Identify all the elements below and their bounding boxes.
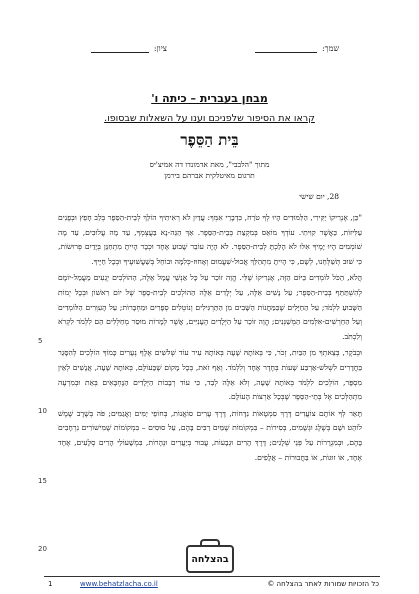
exam-instructions: קראו את הסיפור שלפניכם וענו על השאלות שבסופו. [104, 113, 315, 124]
story-body [58, 211, 362, 467]
story-paragraph: תָּאֵר לְךָ אוֹתָם צוֹעֲדִים דֶּרֶךְ סִמְטָאוֹת נִדָּחוֹת, דֶּרֶךְ עָרִים סוֹאֲנוֹת, בְּחוֹפֵי יַמִּים וַאֲגַמִּים; פֹּה בְּשֶׁרֶב שֶׁמֶשׁ לוֹהֵט וּשָׁם בְּשֶׁלֶג וּגְשָׁמִים, בְּסִירוֹת – בִּמְקוֹמוֹת שֶׁמַּיִם רַבִּים בָּהֶם, עַל סוּסִים – בִּמְקוֹמוֹת שֶׁמִּישׁוֹרִים נִרְחָבִים בָּהֶם, וּבְמִגְרָרוֹת עַל פְּנֵי שְׁלָגִים; דֶּרֶךְ הָרִים וּגְבָעוֹת, עֲבוּר בְּיַעֲרִים וּנְהָרוֹת, בִּמְשָׁעוֹלֵי הָרִים סְלָעִים, אֶחָד אֶחָד, אוֹ זוּגוֹת, אוֹ בַּחֲבוּרוֹת – אֲלָפִים. [58, 408, 362, 462]
story-title: בֵּית הַסֵּפֶר [180, 131, 239, 149]
footer-divider [44, 576, 380, 577]
story-translator-credit: תרגום מאיטלקית אברהם בירמן [164, 171, 255, 180]
line-number: 5 [38, 337, 43, 345]
logo-text: בהצלחה [186, 545, 234, 573]
name-blank[interactable] [255, 44, 317, 53]
grade-blank[interactable] [91, 44, 149, 53]
footer-copyright: כל הזכויות שמורות לאתר בהצלחה © [267, 580, 379, 588]
line-number: 10 [38, 407, 47, 415]
page-number: 1 [48, 580, 53, 588]
story-paragraph: "כֵּן, אֶנְרִיקוֹ יַקִּירִי, הַלִּמּוּדִים הָיוּ לְךָ טֹרַח, כִּדְבָרֵי אִמְּךָ: עֲדַיִן לֹא רְאִיתִיךָ הוֹלֵךְ לְבֵית-הַסֵּפֶר בְּלֵב חָפֵץ וּבְפָנִים עַלִּיזוֹת, כַּאֲשֶׁר קִוִּיתִי. עוֹדְךָ מוֹאֵס בְּמִקְצַת בְּבֵית-הַסֵּפֶר. אַךְ הַגֵּה-נָא בַּעֲצְמְךָ, עַד מָה עֲלוּבִים, עַד מָה שׁוֹמְמִים הָיוּ יָמֶיךָ אִלּוּ לֹא הָלַכְתָּ לְבֵית-הַסֵּפֶר. לֹא הָיָה עוֹבֵר שָׁבוּעַ אֶחָד וּכְבָר הָיִיתָ מִתְחַנֵּן בְּיָדַיִם פְּרוּשׂוֹת, כִּי שׁוּב תְּשַׁלְּחֵנוּ, לְשָׁם, כִּי הָיִיתָ מִתְהַלֵּךְ אֲכוּל-שִׁעֲמוּם וְאָחוּז-כְּלִמָּה וּבוֹחֵל בְּשַׁעֲשׁוּעֶיךָ וּבְכָל חַיֶּיךָ. [58, 213, 362, 266]
story-dateline: 28, יום שישי [299, 192, 339, 201]
story-paragraph: הֲלֹא, הַכֹּל לוֹמְדִים כַּיּוֹם הַזֶּה, אֶנְרִיקוֹ שֶׁלִּי. הֱוֵה זוֹכֵר עַל כָּל אַנְשֵׁי עֲמָל אֵלֶּה, הַהוֹלְכִים יְגֵעִים מֵעֲמַל-יוֹמָם לְהִשְׁתַּתֵּף בְּבֵית-הַסֵּפֶר; עַל נָשִׁים אֵלֶּה, עַל יְלָדִים אֵלֶּה הַהוֹלְכִים לְבֵית-סֵפֶר שֶׁל יוֹם רִאשׁוֹן וּבְכָל יְמוֹת הַשָּׁבוּעַ לִלְמֹד; עַל הַחַיָּלִים שֶׁבַּמַּחֲנוֹת הַשָּׁבִים מִן הַתַּרְגִּילִים וְנוֹטְלִים סְפָרִים וּמַחְבָּרוֹת; עַל הָעִוְרִים הַלּוֹמְדִים וְעַל הַחֵרְשִׁים-אִלְּמִים הַמְּשַׁנְּנִים; הֱוֵה זוֹכֵר עַל הַיְּלָדִים הֶעָנִיִּים, אֲשֶׁר לְמָרוֹת מוּסַר מְחַלְּלִים הֵם לִלְמֹד לִקְרֹא וְלִכְתֹּב. [58, 273, 362, 341]
story-paragraph: וּבְבֹקֶר, בְּצֵאתְךָ מִן הַבַּיִת, זְכֹר, כִּי בְּאוֹתָהּ שָׁעָה בְּאוֹתָהּ עִיר עוֹד שְׁלשִׁים אֶלֶף נְעָרִים כָּמוֹךָ הוֹלְכִים לְהִסָּגֵר בַּחֲדָרִים לִשְׁלשׁ-אַרְבַּע שָׁעוֹת בְּחֶדֶר אֶחָד וְלִלְמֹד. וְאַף זֹאת, בְּכָל מָקוֹם שֶׁבָּעוֹלָם, בְּאוֹתָהּ שָׁעָה, אֲנָשִׁים לְאֵין מִסְפָּר, הוֹלְכִים לִלְמֹד בְּאוֹתָהּ שָׁעָה, וְלֹא אֵלֶּה לְבַד, כִּי עוֹד רְבָבוֹת הַיְּלָדִים הַנֶּחְבָּאִים בְּאֵת וּבְמִרְעֶה מִתְהַלְּכִים אֶל בְּתֵי-הַסֵּפֶר שֶׁבְּכָל אַרְצוֹת הָעוֹלָם. [58, 348, 362, 402]
line-number: 15 [38, 477, 47, 485]
behatzlacha-logo [180, 537, 238, 573]
story-source-credit: מתוך "הלבבי", מאת אדמונדו דה אמיצ'יס [149, 160, 270, 169]
exam-title: מבחן בעברית – כיתה ו' [151, 92, 268, 105]
footer-website-link[interactable]: www.behatzlacha.co.il [80, 580, 158, 588]
grade-field [91, 44, 167, 53]
line-number: 20 [38, 545, 47, 553]
name-label: שמך: [321, 44, 339, 53]
name-field [255, 44, 339, 53]
grade-label: ציון: [153, 44, 167, 53]
